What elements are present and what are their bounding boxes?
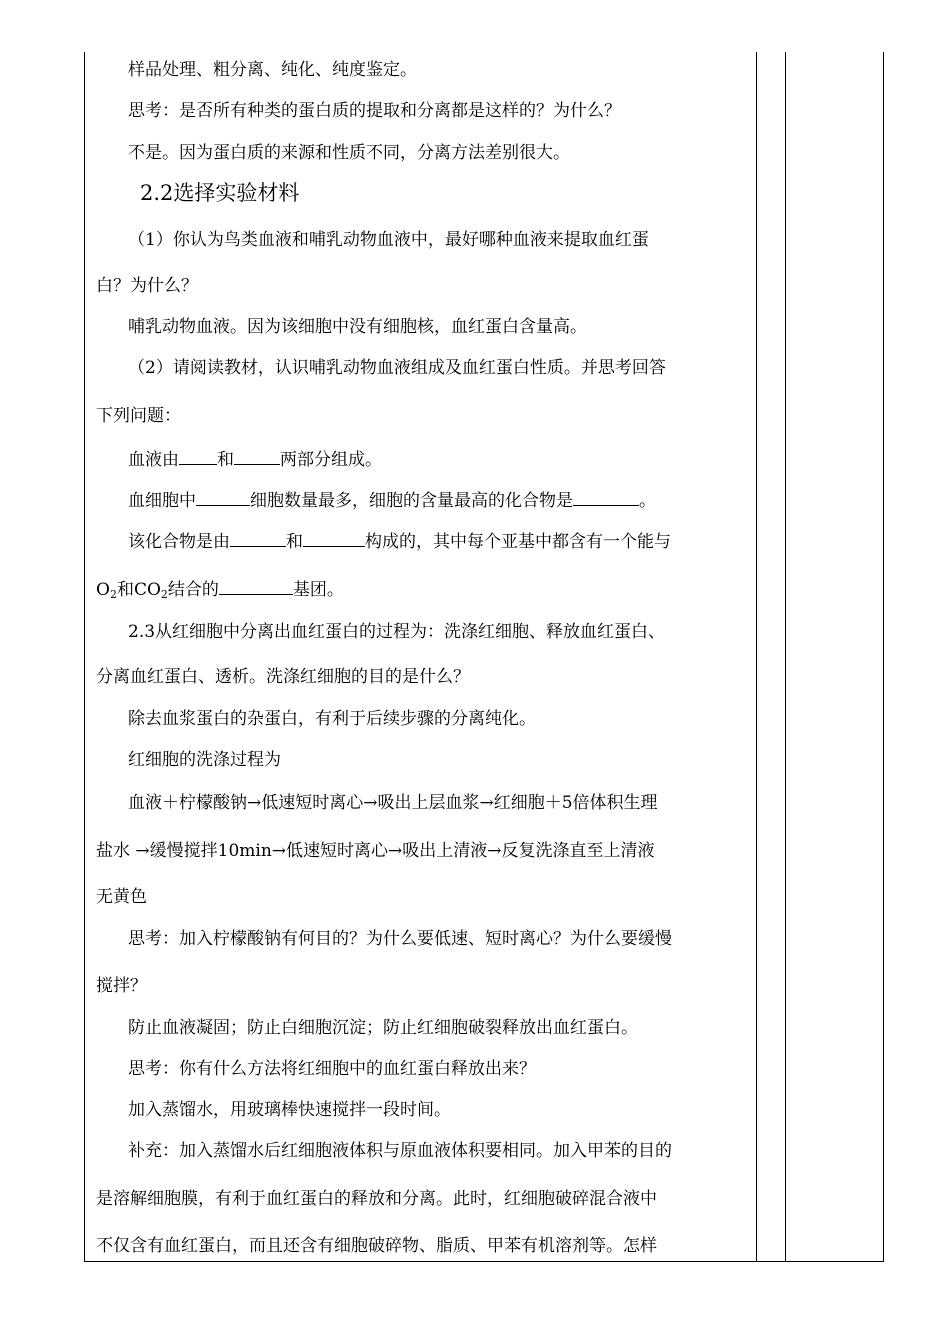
blank-field[interactable]	[234, 448, 280, 465]
text-line: （1）你认为鸟类血液和哺乳动物血液中，最好哪种血液来提取血红蛋	[128, 230, 649, 250]
text-line: 红细胞的洗涤过程为	[128, 750, 281, 770]
text-segment: 构成的，其中每个亚基中都含有一个能与	[365, 532, 671, 552]
blank-field[interactable]	[196, 489, 250, 506]
subscript: 2	[109, 588, 117, 601]
column-divider	[756, 52, 757, 1262]
text-segment: 。	[639, 491, 656, 511]
text-line: 不是。因为蛋白质的来源和性质不同，分离方法差别很大。	[128, 143, 570, 163]
text-segment: CO	[133, 580, 161, 600]
text-line: 防止血液凝固；防止白细胞沉淀；防止红细胞破裂释放出血红蛋白。	[128, 1018, 638, 1038]
text-segment: 血细胞中	[128, 491, 196, 511]
text-line: 哺乳动物血液。因为该细胞中没有细胞核，血红蛋白含量高。	[128, 317, 587, 337]
text-line: 思考：你有什么方法将红细胞中的血红蛋白释放出来？	[128, 1059, 536, 1079]
text-line: 下列问题：	[96, 406, 181, 426]
text-line: 补充：加入蒸馏水后红细胞液体积与原血液体积要相同。加入甲苯的目的	[128, 1141, 672, 1161]
text-segment: O	[96, 580, 110, 600]
text-segment: 基团。	[292, 580, 344, 600]
text-line: 思考：加入柠檬酸钠有何目的？为什么要低速、短时离心？为什么要缓慢	[128, 929, 672, 949]
text-line: 2.3从红细胞中分离出血红蛋白的过程为：洗涤红细胞、释放血红蛋白、	[128, 622, 666, 642]
subscript: 2	[160, 588, 168, 601]
text-line: 是溶解细胞膜，有利于血红蛋白的释放和分离。此时，红细胞破碎混合液中	[96, 1189, 657, 1209]
text-segment: 细胞数量最多，细胞的含量最高的化合物是	[250, 491, 573, 511]
text-line: 血液＋柠檬酸钠→低速短时离心→吸出上层血浆→红细胞＋5倍体积生理	[128, 793, 658, 813]
text-segment: 结合的	[167, 580, 219, 600]
text-line: 加入蒸馏水，用玻璃棒快速搅拌一段时间。	[128, 1100, 451, 1120]
fill-blank-line	[128, 530, 671, 553]
text-line: 无黄色	[96, 887, 147, 907]
text-segment: 和	[116, 580, 134, 600]
text-line: 不仅含有血红蛋白，而且还含有细胞破碎物、脂质、甲苯有机溶剂等。怎样	[96, 1236, 657, 1256]
blank-field[interactable]	[179, 448, 217, 465]
text-segment: 和	[286, 532, 303, 552]
text-segment: 和	[217, 450, 234, 470]
text-line: 样品处理、粗分离、纯化、纯度鉴定。	[128, 60, 417, 80]
text-line: 除去血浆蛋白的杂蛋白，有利于后续步骤的分离纯化。	[128, 709, 536, 729]
text-segment: 血液由	[128, 450, 179, 470]
blank-field[interactable]	[573, 489, 639, 506]
text-line: 思考：是否所有种类的蛋白质的提取和分离都是这样的？为什么？	[128, 101, 621, 121]
text-line: 分离血红蛋白、透析。洗涤红细胞的目的是什么？	[96, 667, 470, 687]
blank-field[interactable]	[303, 530, 365, 547]
blank-field[interactable]	[230, 530, 286, 547]
fill-blank-line	[128, 448, 382, 471]
text-segment: 两部分组成。	[280, 450, 382, 470]
section-heading: 2.2选择实验材料	[140, 181, 300, 205]
text-line: 搅拌？	[96, 976, 147, 996]
column-divider	[785, 52, 786, 1262]
fill-blank-line	[96, 578, 344, 606]
fill-blank-line	[128, 489, 656, 512]
text-line: （2）请阅读教材，认识哺乳动物血液组成及血红蛋白性质。并思考回答	[128, 358, 666, 378]
blank-field[interactable]	[219, 578, 293, 595]
text-line: 白？为什么？	[96, 276, 198, 296]
text-line: 盐水 →缓慢搅拌10min→低速短时离心→吸出上清液→反复洗涤直至上清液	[96, 841, 655, 861]
text-segment: 该化合物是由	[128, 532, 230, 552]
